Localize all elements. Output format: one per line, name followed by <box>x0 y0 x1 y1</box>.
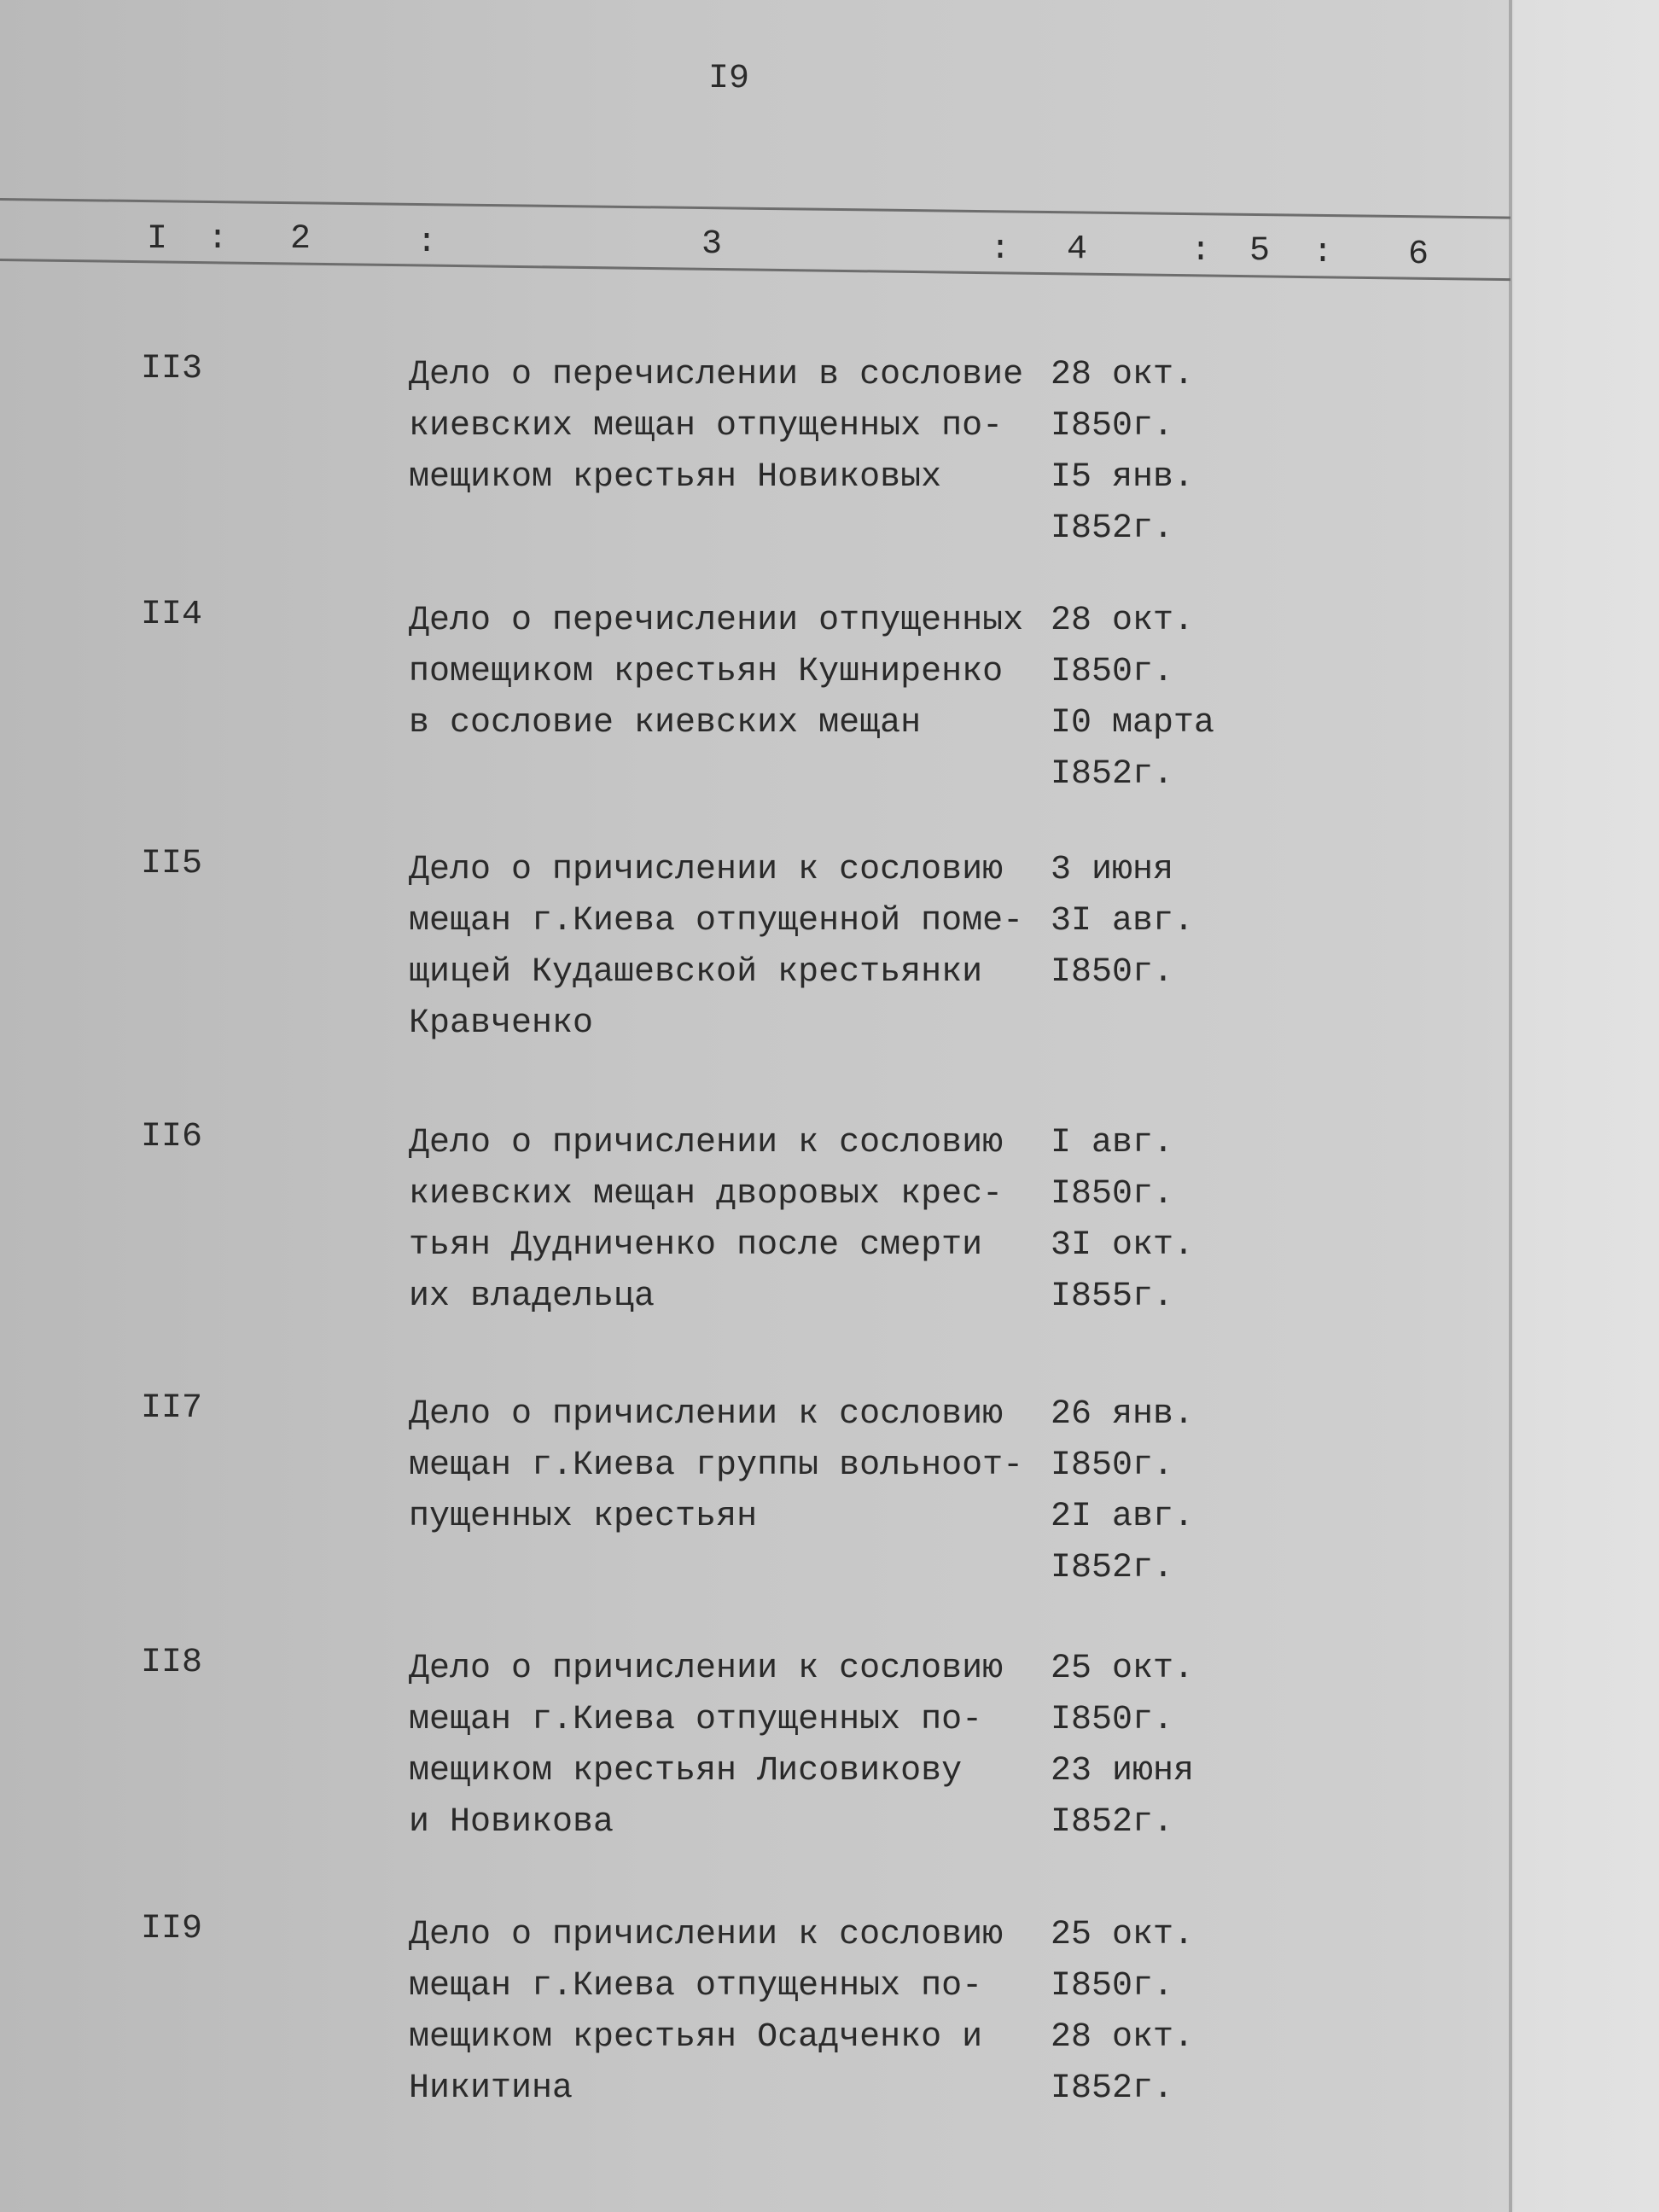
entry-number: II4 <box>141 596 203 634</box>
column-header: 4 <box>1067 230 1088 269</box>
date-line: I0 марта <box>1051 704 1215 742</box>
column-separator: : <box>1313 234 1334 272</box>
description-line: помещиком крестьян Кушниренко <box>409 653 1004 691</box>
column-header: 5 <box>1249 232 1271 271</box>
column-separator: : <box>416 224 438 262</box>
column-separator: : <box>990 230 1011 269</box>
description-line: Кравченко <box>409 1004 594 1043</box>
description-line: Никитина <box>409 2069 573 2108</box>
date-line: 3 июня <box>1051 851 1174 889</box>
date-line: 25 окт. <box>1051 1650 1195 1688</box>
date-line: 28 окт. <box>1051 356 1195 394</box>
entry-description <box>409 596 1023 749</box>
entry-number: II5 <box>141 845 203 883</box>
date-line: I852г. <box>1051 755 1174 794</box>
date-line: I852г. <box>1051 1803 1174 1842</box>
date-line: I850г. <box>1051 407 1174 445</box>
description-line: мещиком крестьян Лисовикову <box>409 1752 963 1790</box>
page-number: I9 <box>708 60 750 98</box>
description-line: в сословие киевских мещан <box>409 704 922 742</box>
entry-dates <box>1051 1910 1194 2115</box>
date-line: I850г. <box>1051 653 1174 691</box>
description-line: щицей Кудашевской крестьянки <box>409 953 983 992</box>
entry-dates <box>1051 1118 1194 1323</box>
entry-number: II7 <box>141 1389 203 1428</box>
description-line: Дело о перечислении отпущенных <box>409 602 1024 640</box>
date-line: 26 янв. <box>1051 1395 1195 1434</box>
description-line: их владельца <box>409 1278 655 1316</box>
description-line: пущенных крестьян <box>409 1498 758 1536</box>
date-line: 3I окт. <box>1051 1226 1195 1265</box>
date-line: 2I авг. <box>1051 1498 1195 1536</box>
date-line: I авг. <box>1051 1124 1174 1162</box>
entry-dates <box>1051 1644 1194 1848</box>
date-line: 28 окт. <box>1051 2018 1195 2057</box>
entry-description <box>409 845 1023 1050</box>
entry-number: II6 <box>141 1118 203 1156</box>
description-line: Дело о причислении к сословию <box>409 1395 1004 1434</box>
entry-description <box>409 1389 1023 1543</box>
column-header: I <box>147 220 168 259</box>
date-line: I5 янв. <box>1051 458 1195 497</box>
description-line: Дело о причислении к сословию <box>409 1124 1004 1162</box>
date-line: I850г. <box>1051 1701 1174 1739</box>
description-line: мещан г.Киева группы вольноот- <box>409 1447 1024 1485</box>
description-line: тьян Дудниченко после смерти <box>409 1226 983 1265</box>
entry-number: II3 <box>141 350 203 388</box>
date-line: 28 окт. <box>1051 602 1195 640</box>
description-line: мещан г.Киева отпущенной поме- <box>409 902 1024 940</box>
description-line: мещиком крестьян Осадченко и <box>409 2018 983 2057</box>
header-rule-top <box>0 198 1511 219</box>
header-rule-bottom <box>0 259 1511 281</box>
entry-number: II8 <box>141 1644 203 1682</box>
column-separator: : <box>207 220 229 259</box>
description-line: Дело о причислении к сословию <box>409 851 1004 889</box>
description-line: Дело о причислении к сословию <box>409 1650 1004 1688</box>
entry-description <box>409 1644 1003 1848</box>
description-line: мещан г.Киева отпущенных по- <box>409 1701 983 1739</box>
entry-description <box>409 1118 1003 1323</box>
date-line: 25 окт. <box>1051 1916 1195 1954</box>
date-line: 23 июня <box>1051 1752 1195 1790</box>
entry-dates <box>1051 1389 1194 1594</box>
date-line: I852г. <box>1051 2069 1174 2108</box>
date-line: I852г. <box>1051 1549 1174 1587</box>
column-separator: : <box>1190 232 1212 271</box>
description-line: киевских мещан дворовых крес- <box>409 1175 1004 1214</box>
description-line: Дело о причислении к сословию <box>409 1916 1004 1954</box>
date-line: 3I авг. <box>1051 902 1195 940</box>
date-line: I850г. <box>1051 1447 1174 1485</box>
column-header: 3 <box>701 225 723 264</box>
entry-description <box>409 350 1023 504</box>
description-line: Дело о перечислении в сословие <box>409 356 1024 394</box>
entry-dates <box>1051 596 1214 800</box>
description-line: мещан г.Киева отпущенных по- <box>409 1967 983 2005</box>
column-header: 2 <box>290 220 311 259</box>
description-line: и Новикова <box>409 1803 614 1842</box>
entry-number: II9 <box>141 1910 203 1948</box>
entry-description <box>409 1910 1003 2115</box>
paper-edge <box>1509 0 1512 2212</box>
date-line: I850г. <box>1051 953 1174 992</box>
description-line: киевских мещан отпущенных по- <box>409 407 1004 445</box>
date-line: I855г. <box>1051 1278 1174 1316</box>
column-header: 6 <box>1408 236 1429 274</box>
description-line: мещиком крестьян Новиковых <box>409 458 942 497</box>
entry-dates <box>1051 350 1194 555</box>
date-line: I850г. <box>1051 1175 1174 1214</box>
entry-dates <box>1051 845 1194 998</box>
date-line: I852г. <box>1051 509 1174 548</box>
date-line: I850г. <box>1051 1967 1174 2005</box>
